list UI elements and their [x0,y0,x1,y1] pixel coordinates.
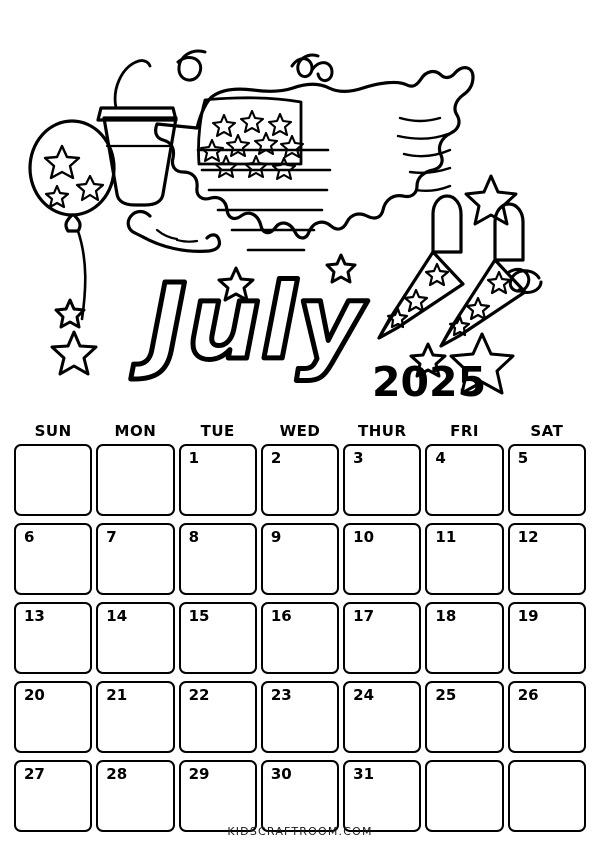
day-number: 29 [188,765,210,783]
day-cell[interactable] [343,681,421,753]
day-cell[interactable] [508,444,586,516]
day-number: 9 [270,528,282,546]
day-number: 31 [353,765,375,783]
day-cell[interactable] [261,602,339,674]
calendar [14,422,586,832]
day-number: 16 [270,607,292,625]
day-number: 13 [24,607,45,625]
day-number: 11 [435,528,457,546]
footer-credit: KIDSCRAFTROOM.COM [227,825,373,838]
day-number: 14 [106,607,128,625]
day-number: 1 [188,449,199,467]
weekday-header-thur: THUR [358,422,407,440]
title-month [130,261,368,383]
sparkler-icon [128,212,219,252]
day-number: 20 [24,686,45,704]
day-cell[interactable] [261,444,339,516]
day-number: 5 [517,449,529,467]
day-cell[interactable] [14,523,92,595]
day-cell[interactable] [343,602,421,674]
day-number: 12 [517,528,539,546]
day-cell[interactable] [261,760,339,832]
day-cell[interactable] [508,602,586,674]
calendar-grid [14,444,586,832]
firework-rocket-left-icon [379,196,463,338]
day-cell[interactable] [96,681,174,753]
day-cell[interactable] [425,760,503,832]
weekday-header-row [14,422,586,440]
weekday-header-sun: SUN [34,422,72,440]
day-number: 6 [24,528,35,546]
day-number: 3 [353,449,364,467]
day-cell[interactable] [179,681,257,753]
day-number: 27 [24,765,45,783]
title-year-text: 2025 [372,358,487,406]
title-year [372,358,486,406]
day-cell[interactable] [425,681,503,753]
day-number: 23 [270,686,292,704]
day-cell[interactable] [14,681,92,753]
day-cell[interactable] [343,523,421,595]
day-cell[interactable] [343,444,421,516]
day-cell[interactable] [96,444,174,516]
day-cell[interactable] [343,760,421,832]
day-cell[interactable] [508,681,586,753]
day-cell[interactable] [261,681,339,753]
day-number: 2 [270,449,282,467]
usa-map-flag-icon [156,68,473,250]
weekday-header-sat: SAT [530,422,564,440]
weekday-header-wed: WED [279,422,321,440]
day-number: 8 [188,528,199,546]
day-number: 19 [517,607,539,625]
day-number: 28 [106,765,128,783]
day-number: 7 [106,528,117,546]
day-number: 26 [517,686,539,704]
day-number: 15 [188,607,210,625]
balloon-with-stars-icon [30,121,114,319]
day-number: 30 [270,765,292,783]
illustration-area [0,0,600,418]
day-cell[interactable] [96,602,174,674]
day-cell[interactable] [96,523,174,595]
day-cell[interactable] [508,523,586,595]
day-cell[interactable] [96,760,174,832]
soda-cup-with-straw-icon [98,61,176,205]
weekday-header-fri: FRI [450,422,479,440]
day-cell[interactable] [179,444,257,516]
day-number: 22 [188,686,210,704]
day-cell[interactable] [425,602,503,674]
day-cell[interactable] [508,760,586,832]
day-cell[interactable] [14,760,92,832]
day-cell[interactable] [425,444,503,516]
day-cell[interactable] [179,523,257,595]
day-number: 10 [353,528,375,546]
day-number: 24 [353,686,375,704]
weekday-header-tue: TUE [200,422,235,440]
day-cell[interactable] [14,444,92,516]
day-number: 17 [353,607,375,625]
day-cell[interactable] [179,602,257,674]
day-number: 4 [435,449,446,467]
day-cell[interactable] [425,523,503,595]
day-number: 18 [435,607,457,625]
day-cell[interactable] [14,602,92,674]
title-month-text: July [148,261,365,383]
day-cell[interactable] [261,523,339,595]
day-number: 25 [435,686,457,704]
weekday-header-mon: MON [114,422,157,440]
day-number: 21 [106,686,128,704]
day-cell[interactable] [179,760,257,832]
